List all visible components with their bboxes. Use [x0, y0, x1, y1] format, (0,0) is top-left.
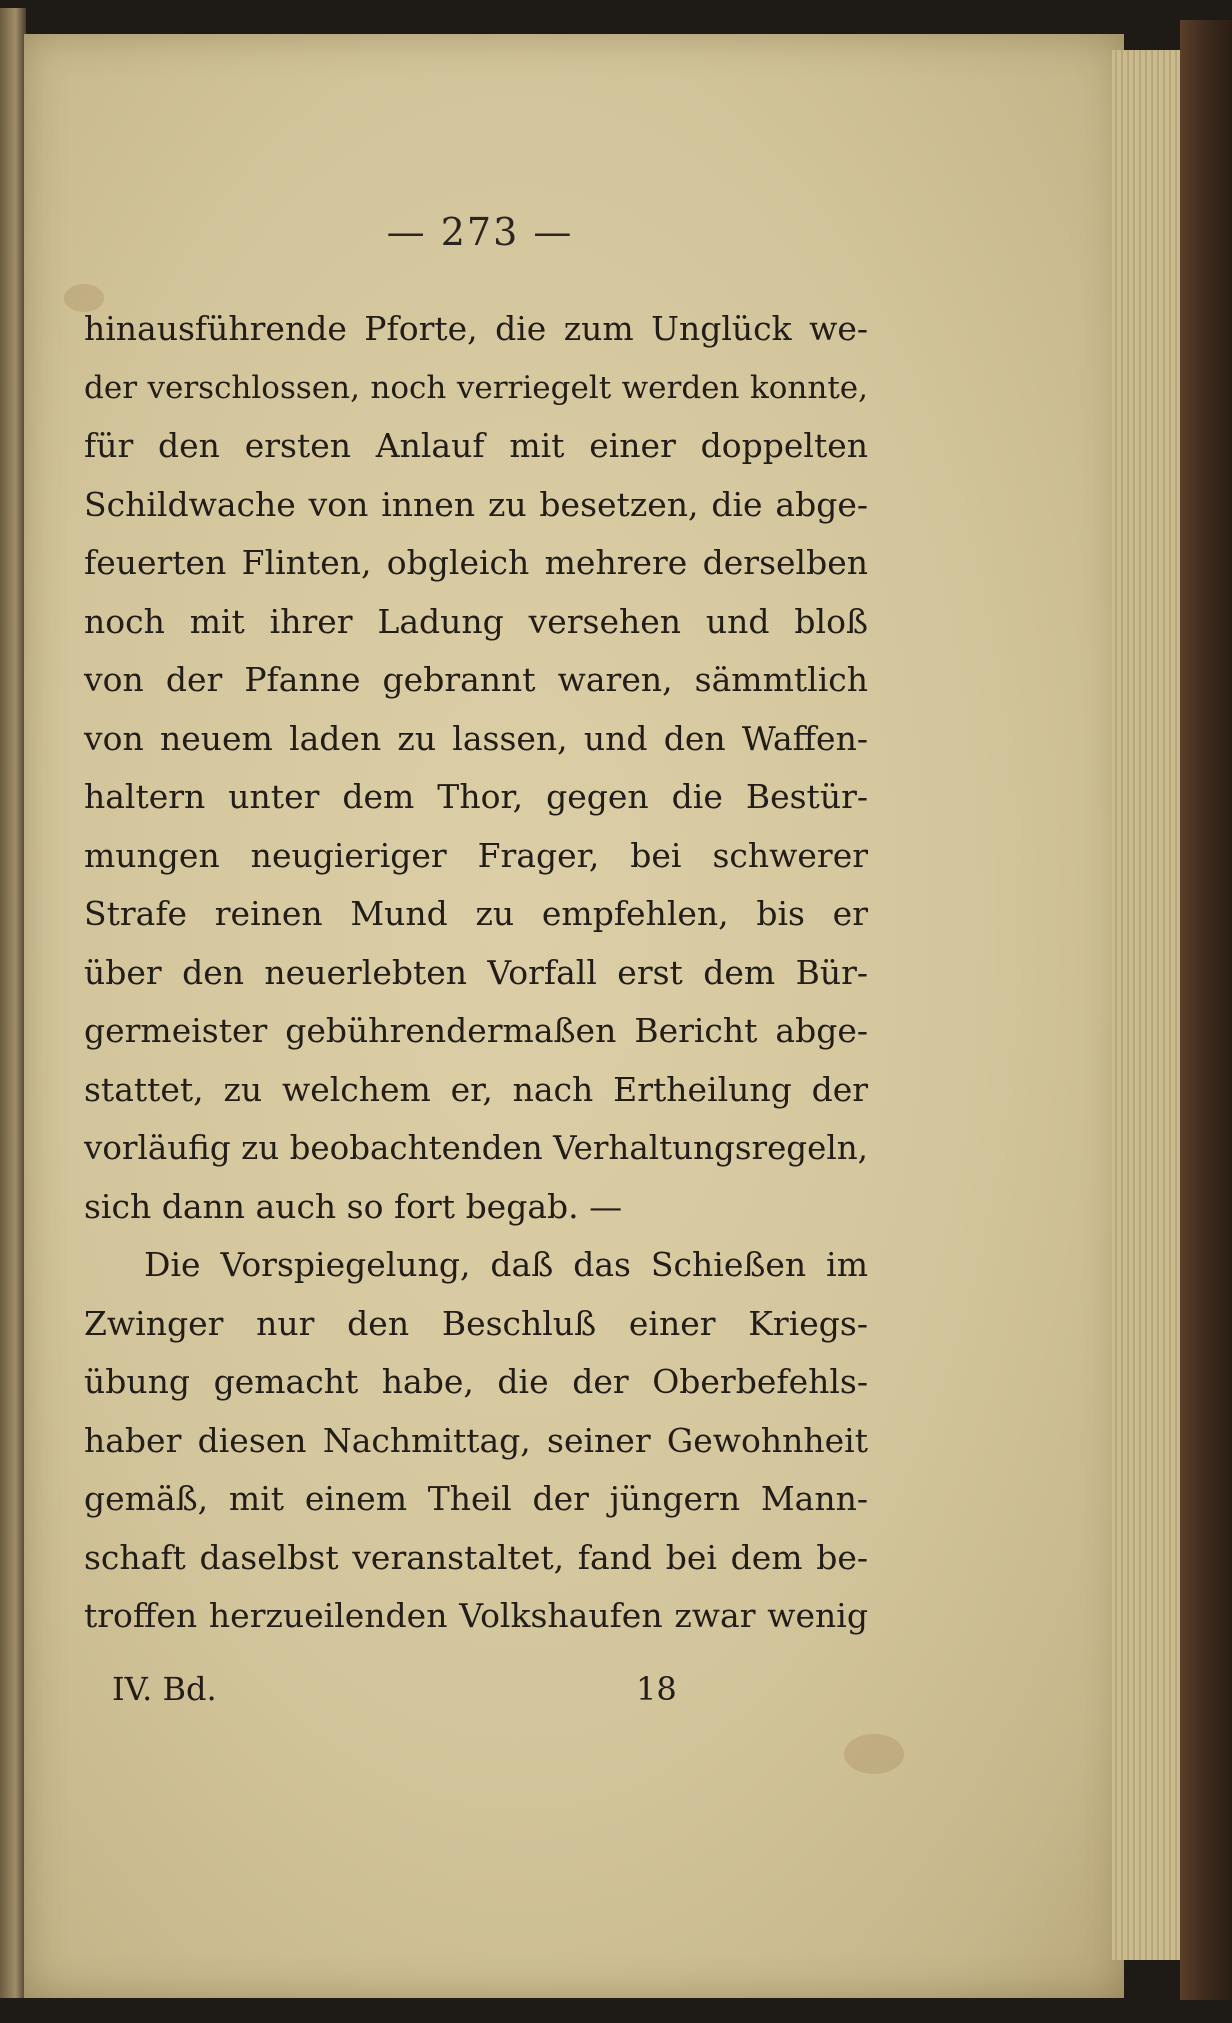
text-line: von neuem laden zu lassen, und den Waffen- [84, 718, 868, 758]
text-line: hinausführende Pforte, die zum Unglück we- [84, 309, 868, 348]
text-line: haltern unter dem Thor, gegen die Bestür- [84, 777, 868, 816]
text-line: schaft daselbst veranstaltet, fand bei dem be- [84, 1537, 868, 1577]
page-number-header: — 273 — [386, 210, 574, 254]
paper-stain [844, 1734, 904, 1774]
text-line: Zwinger nur den Beschluß einer Kriegs- [84, 1303, 868, 1343]
text-line: der verschlossen, noch verriegelt werden konnte, [84, 369, 868, 406]
text-line: vorläufig zu beobachtenden Verhaltungsregeln, [84, 1129, 868, 1167]
volume-mark: IV. Bd. [112, 1670, 217, 1708]
text-line: Die Vorspiegelung, daß das Schießen im [144, 1245, 868, 1284]
text-line: Schildwache von innen zu besetzen, die abge- [84, 484, 868, 524]
text-line: über den neuerlebten Vorfall erst dem Bür- [84, 952, 868, 992]
text-line: haber diesen Nachmittag, seiner Gewohnheit [84, 1420, 868, 1460]
previous-page-edge [0, 8, 26, 1998]
text-line: von der Pfanne gebrannt waren, sämmtlich [84, 660, 868, 699]
text-line: gemäß, mit einem Theil der jüngern Mann- [84, 1479, 868, 1518]
text-line: germeister gebührendermaßen Bericht abge- [84, 1011, 868, 1050]
text-line: übung gemacht habe, die der Oberbefehls- [84, 1362, 868, 1401]
signature-mark: 18 [636, 1670, 677, 1708]
text-line: Strafe reinen Mund zu empfehlen, bis er [84, 894, 868, 933]
text-line: sich dann auch so fort begab. — [84, 1186, 623, 1226]
text-line: mungen neugieriger Frager, bei schwerer [84, 835, 868, 875]
page-stack-edge [1112, 50, 1180, 1960]
book-cover-edge [1180, 20, 1232, 2000]
text-line: stattet, zu welchem er, nach Ertheilung der [84, 1069, 868, 1109]
body-text [84, 300, 868, 1646]
text-line: für den ersten Anlauf mit einer doppelten [84, 426, 868, 465]
text-line: feuerten Flinten, obgleich mehrere derselben [84, 543, 868, 582]
text-line: troffen herzueilenden Volkshaufen zwar wenig [84, 1596, 868, 1635]
text-line: noch mit ihrer Ladung versehen und bloß [84, 601, 868, 641]
